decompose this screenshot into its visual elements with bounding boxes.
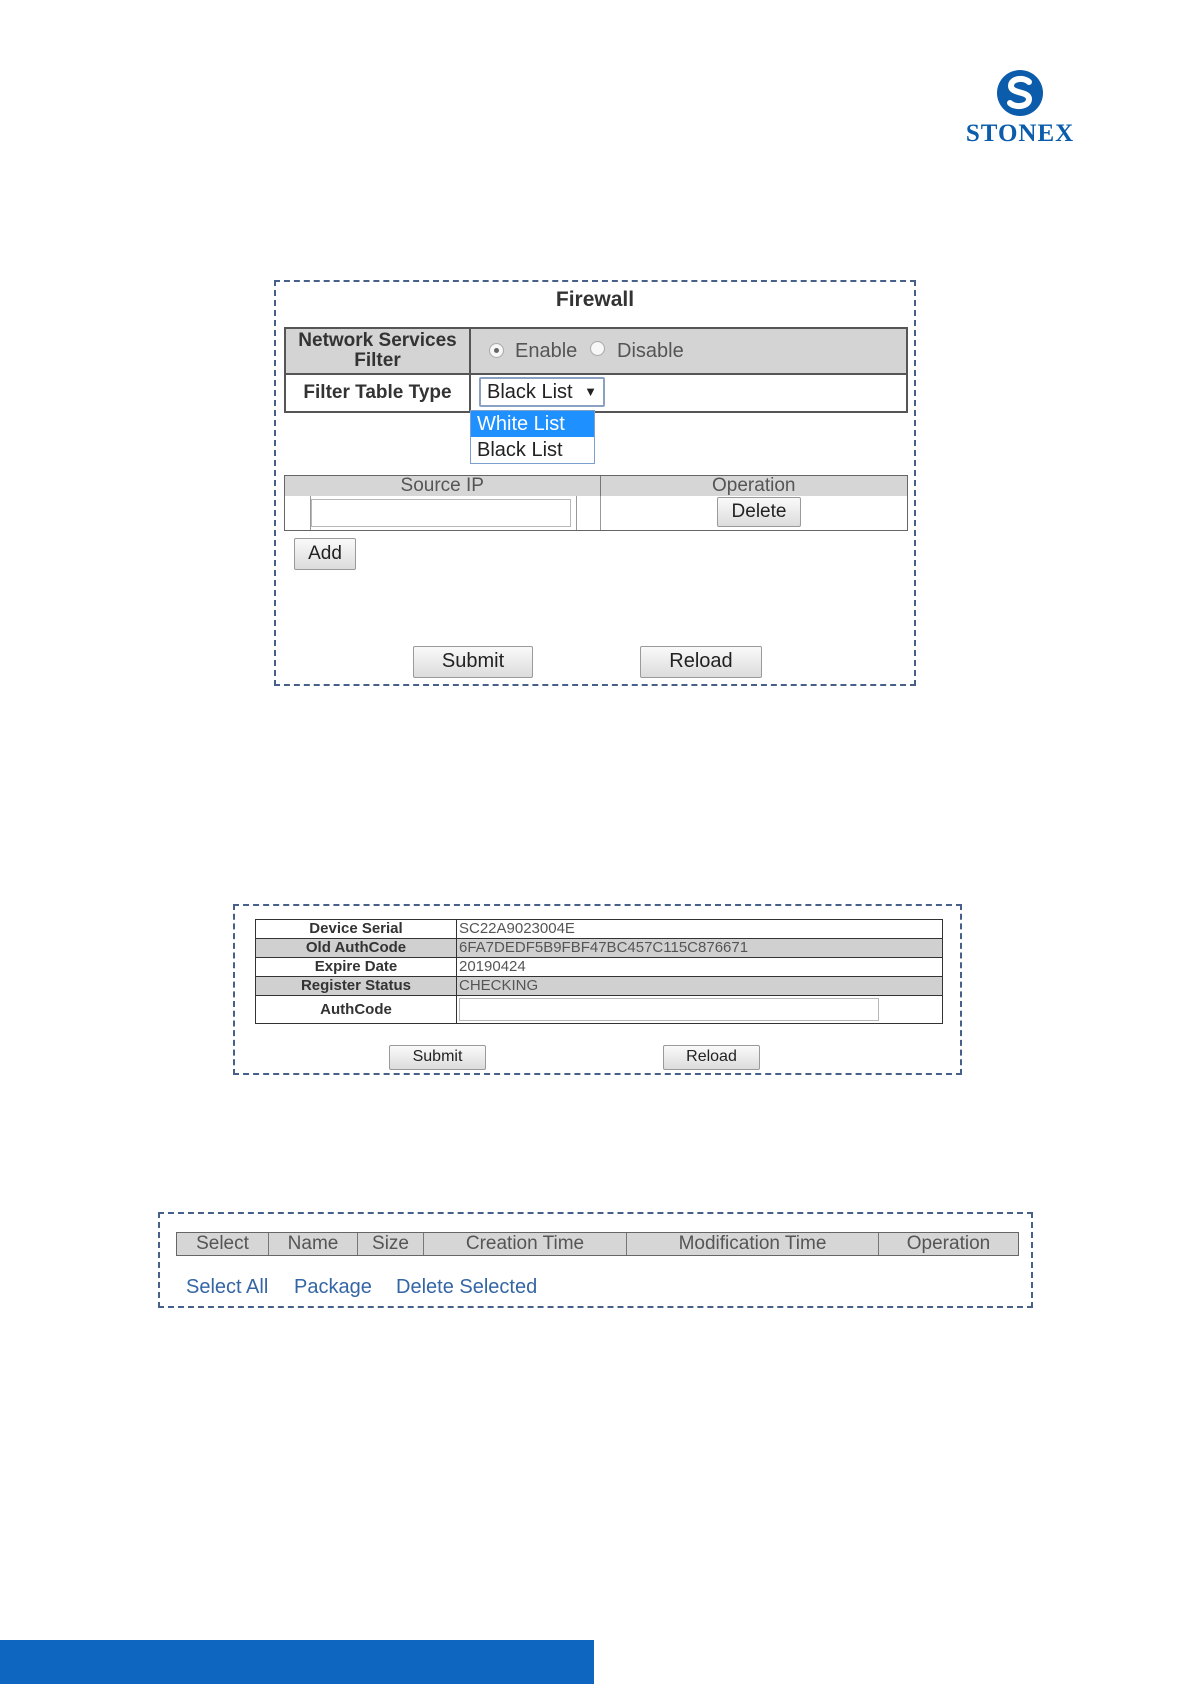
submit-button[interactable]: Submit bbox=[413, 646, 533, 678]
brand-name: STONEX bbox=[965, 120, 1075, 147]
dropdown-option-black-list[interactable]: Black List bbox=[477, 439, 563, 461]
authcode-cell bbox=[457, 996, 943, 1024]
dropdown-option-white-list[interactable]: White List bbox=[471, 411, 594, 437]
column-source-ip: Source IP bbox=[285, 476, 601, 496]
device-serial-label: Device Serial bbox=[256, 920, 457, 939]
old-authcode-value: 6FA7DEDF5B9FBF47BC457C115C876671 bbox=[457, 939, 943, 958]
register-table bbox=[255, 919, 943, 1024]
firewall-panel bbox=[274, 280, 916, 686]
delete-button[interactable]: Delete bbox=[717, 497, 801, 527]
table-row bbox=[256, 996, 943, 1024]
column-modification-time: Modification Time bbox=[627, 1233, 879, 1255]
column-operation: Operation bbox=[712, 475, 796, 496]
authcode-label: AuthCode bbox=[256, 996, 457, 1024]
table-row bbox=[256, 977, 943, 996]
filter-table-type-value: Black List bbox=[487, 381, 573, 403]
table-row bbox=[256, 920, 943, 939]
column-creation-time: Creation Time bbox=[424, 1233, 627, 1255]
register-reload-button[interactable]: Reload bbox=[663, 1045, 760, 1070]
column-select: Select bbox=[177, 1233, 269, 1255]
network-services-filter-label: Network Services Filter bbox=[286, 329, 471, 373]
table-row bbox=[256, 939, 943, 958]
reload-button[interactable]: Reload bbox=[640, 646, 762, 678]
device-serial-value: SC22A9023004E bbox=[457, 920, 943, 939]
firewall-title: Firewall bbox=[555, 288, 635, 311]
filter-table-type-row bbox=[284, 373, 908, 413]
column-operation: Operation bbox=[906, 1233, 991, 1254]
register-status-label: Register Status bbox=[256, 977, 457, 996]
register-submit-button[interactable]: Submit bbox=[389, 1045, 486, 1070]
source-ip-table-header bbox=[284, 475, 908, 497]
file-list-panel bbox=[158, 1212, 1033, 1308]
table-row bbox=[256, 958, 943, 977]
expire-date-value: 20190424 bbox=[457, 958, 943, 977]
enable-radio[interactable] bbox=[489, 343, 504, 358]
expire-date-label: Expire Date bbox=[256, 958, 457, 977]
filter-table-type-select[interactable] bbox=[479, 377, 605, 407]
column-name: Name bbox=[269, 1233, 358, 1255]
footer-bar bbox=[0, 1640, 594, 1684]
register-panel bbox=[233, 904, 962, 1075]
add-button[interactable]: Add bbox=[294, 538, 356, 570]
register-status-value: CHECKING bbox=[457, 977, 943, 996]
network-services-filter-row bbox=[284, 327, 908, 375]
select-all-link[interactable]: Select All bbox=[186, 1276, 269, 1298]
package-link[interactable]: Package bbox=[294, 1276, 372, 1298]
dropdown-arrow-icon: ▼ bbox=[584, 384, 597, 399]
disable-label[interactable]: Disable bbox=[617, 340, 684, 362]
file-table-header bbox=[176, 1232, 1019, 1256]
filter-table-type-label: Filter Table Type bbox=[286, 375, 471, 411]
source-ip-input[interactable] bbox=[311, 499, 571, 527]
filter-table-type-dropdown bbox=[470, 410, 595, 464]
enable-label[interactable]: Enable bbox=[515, 340, 578, 362]
table-row bbox=[284, 496, 908, 531]
old-authcode-label: Old AuthCode bbox=[256, 939, 457, 958]
column-size: Size bbox=[358, 1233, 424, 1255]
authcode-input[interactable] bbox=[459, 998, 879, 1021]
delete-selected-link[interactable]: Delete Selected bbox=[396, 1276, 538, 1298]
disable-radio[interactable] bbox=[590, 341, 605, 356]
stonex-s-icon bbox=[994, 68, 1046, 118]
stonex-logo bbox=[960, 68, 1080, 148]
